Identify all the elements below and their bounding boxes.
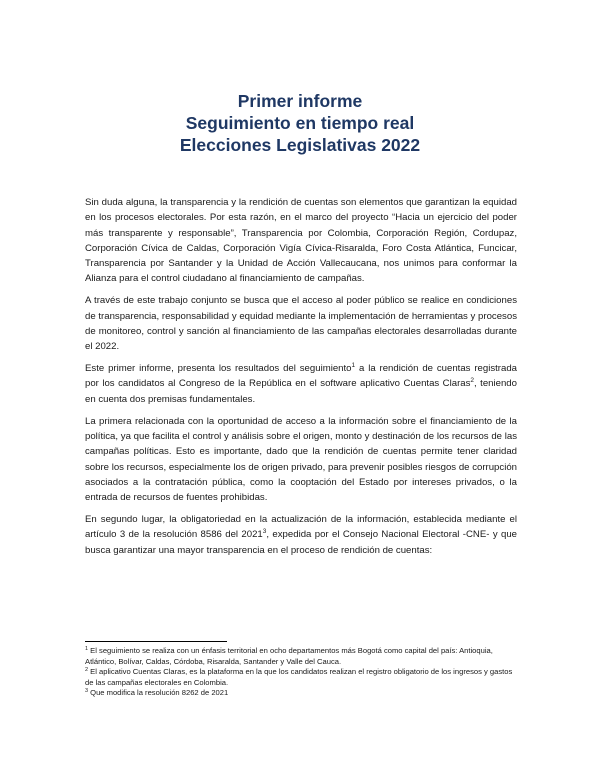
title-line-2: Seguimiento en tiempo real [185, 113, 415, 133]
paragraph-second-premise [85, 512, 517, 558]
paragraph-report-text-a: Este primer informe, presenta los resultados del seguimiento [85, 363, 352, 375]
body-text [85, 195, 517, 565]
paragraph-report [85, 361, 517, 407]
footnote-divider [85, 641, 227, 642]
footnote-1-number: 1 [85, 646, 89, 652]
paragraph-report-text-b: a la rendición de cuentas registrada por los candidatos al Congreso de la República en el software aplicativo Cuentas Claras [85, 363, 517, 390]
title-line-3: Elecciones Legislativas 2022 [179, 135, 421, 155]
footnote-ref-3[interactable]: 3 [262, 528, 267, 536]
document-title [0, 90, 600, 156]
footnotes [85, 646, 517, 699]
footnote-2-number: 2 [85, 667, 89, 674]
paragraph-second-premise-text-a: En segundo lugar, la obligatoriedad en la actualización de la información, establecida mediante el artículo 3 de la resolución 8586 del 2021 [85, 514, 517, 541]
paragraph-report-text-c: , teniendo en cuenta dos premisas fundamentales. [85, 378, 517, 405]
footnote-1-text: El seguimiento se realiza con un énfasis territorial en ocho departamentos más Bogotá como capital del país: Antioquia, Atlántico, Bolívar, Caldas, Córdoba, Risaralda, Santander y Valle del Cauca. [85, 646, 493, 666]
footnote-ref-2[interactable]: 2 [470, 377, 475, 385]
paragraph-intro: Sin duda alguna, la transparencia y la rendición de cuentas son elementos que garantizan la equidad en los procesos electorales. Por esta razón, en el marco del proyecto “Hacia un ejercicio del poder más transparente y responsable”, Transparencia por Colombia, Corporación Región, Cordupaz, Corporación Cívica de Caldas, Corporación Vigía Cívica-Risaralda, Foro Costa Atlántica, Funcicar, Transparencia por Santander y la Unidad de Acción Vallecaucana, nos unimos para conformar la Alianza para el control ciudadano al financiamiento de campañas. [85, 197, 517, 285]
footnote-3-text: Que modifica la resolución 8262 de 2021 [88, 688, 229, 698]
footnote-1 [85, 646, 517, 667]
footnote-2-text: El aplicativo Cuentas Claras, es la plataforma en la que los candidatos realizan el registro obligatorio de los ingresos y gastos de las campañas electorales en Colombia. [85, 667, 513, 687]
paragraph-second-premise-text-b: , expedida por el Consejo Nacional Electoral -CNE- y que busca garantizar una mayor transparencia en el proceso de rendición de cuentas: [85, 529, 517, 556]
footnote-ref-1[interactable]: 1 [351, 362, 356, 370]
paragraph-first-premise: La primera relacionada con la oportunidad de acceso a la información sobre el financiamiento de la política, ya que facilita el control y análisis sobre el origen, monto y destinación de los recursos de las campañas políticas. Esto es importante, dado que la rendición de cuentas permite tener claridad sobre los recursos, especialmente los de origen privado, para prevenir posibles riesgos de corrupción asociados a la contratación pública, como la cooptación del Estado por intereses privados, o la entrada de recursos de fuentes prohibidas. [85, 415, 517, 504]
footnote-3 [85, 688, 517, 699]
footnote-3-number: 3 [85, 688, 89, 695]
title-line-1: Primer informe [237, 91, 363, 111]
footnote-2 [85, 667, 517, 688]
paragraph-objective: A través de este trabajo conjunto se busca que el acceso al poder público se realice en condiciones de transparencia, responsabilidad y equidad mediante la implementación de herramientas y procesos de monitoreo, control y sanción al financiamiento de las campañas electorales desarrolladas durante el 2022. [85, 295, 517, 353]
